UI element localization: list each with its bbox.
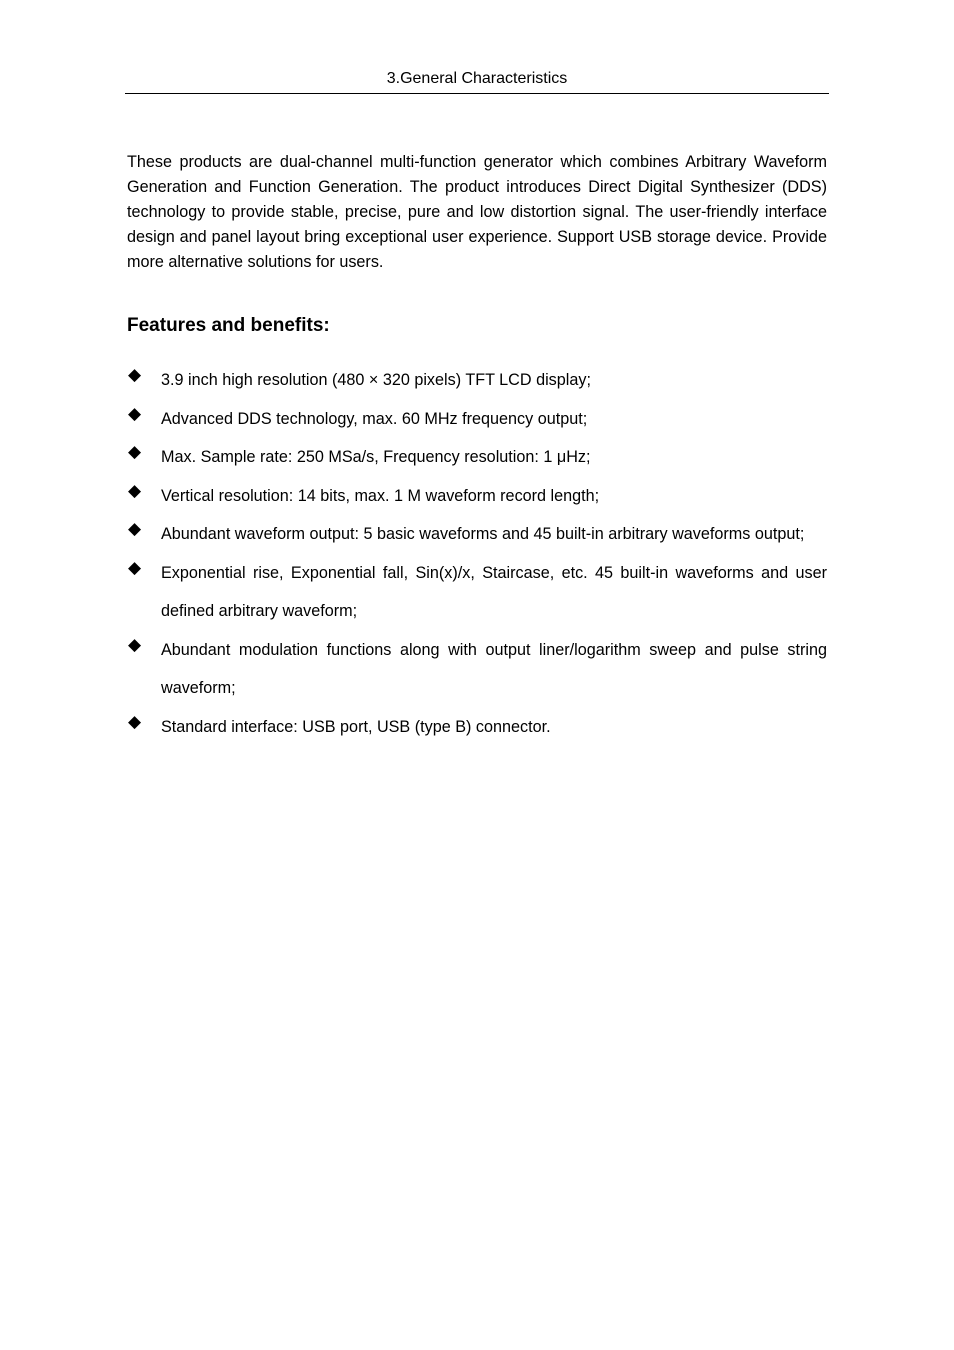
- page-header-title: 3.General Characteristics: [386, 70, 568, 87]
- feature-text: Exponential rise, Exponential fall, Sin(x)/x, Staircase, etc. 45 built-in waveforms and user defined arbitrary waveform;: [161, 563, 827, 620]
- black-diamond-icon: ◆: [128, 557, 142, 577]
- feature-item: [127, 400, 827, 439]
- black-diamond-icon: ◆: [128, 519, 142, 538]
- feature-item: [127, 361, 827, 400]
- black-diamond-icon: ◆: [128, 634, 142, 654]
- feature-item: [127, 477, 827, 516]
- feature-text: Abundant waveform output: 5 basic waveforms and 45 built-in arbitrary waveforms output;: [161, 525, 805, 543]
- intro-paragraph: These products are dual-channel multi-function generator which combines Arbitrary Waveform Generation and Function Generation. The product introduces Direct Digital Synthesizer (DDS) technology to provide stable, precise, pure and low distortion signal. The user-friendly interface design and panel layout bring exceptional user experience. Support USB storage device. Provide more alternative solutions for users.: [127, 153, 827, 271]
- feature-text: Vertical resolution: 14 bits, max. 1 M waveform record length;: [161, 486, 600, 505]
- feature-text: Max. Sample rate: 250 MSa/s, Frequency resolution: 1 μHz;: [161, 448, 591, 466]
- feature-item: [127, 515, 827, 554]
- page-header: [125, 68, 829, 94]
- black-diamond-icon: ◆: [128, 711, 142, 731]
- feature-text: Abundant modulation functions along with output liner/logarithm sweep and pulse string waveform;: [161, 640, 827, 697]
- features-heading: Features and benefits:: [127, 315, 330, 336]
- feature-item: [127, 631, 827, 708]
- feature-item: [127, 554, 827, 631]
- feature-item: [127, 708, 827, 747]
- black-diamond-icon: ◆: [128, 480, 142, 500]
- feature-item: [127, 438, 827, 477]
- feature-text: 3.9 inch high resolution (480 × 320 pixels) TFT LCD display;: [161, 371, 591, 389]
- feature-text: Advanced DDS technology, max. 60 MHz frequency output;: [161, 409, 588, 428]
- features-list: [127, 361, 827, 746]
- black-diamond-icon: ◆: [128, 442, 142, 461]
- black-diamond-icon: ◆: [128, 365, 142, 384]
- feature-text: Standard interface: USB port, USB (type B) connector.: [161, 717, 551, 736]
- black-diamond-icon: ◆: [128, 403, 142, 423]
